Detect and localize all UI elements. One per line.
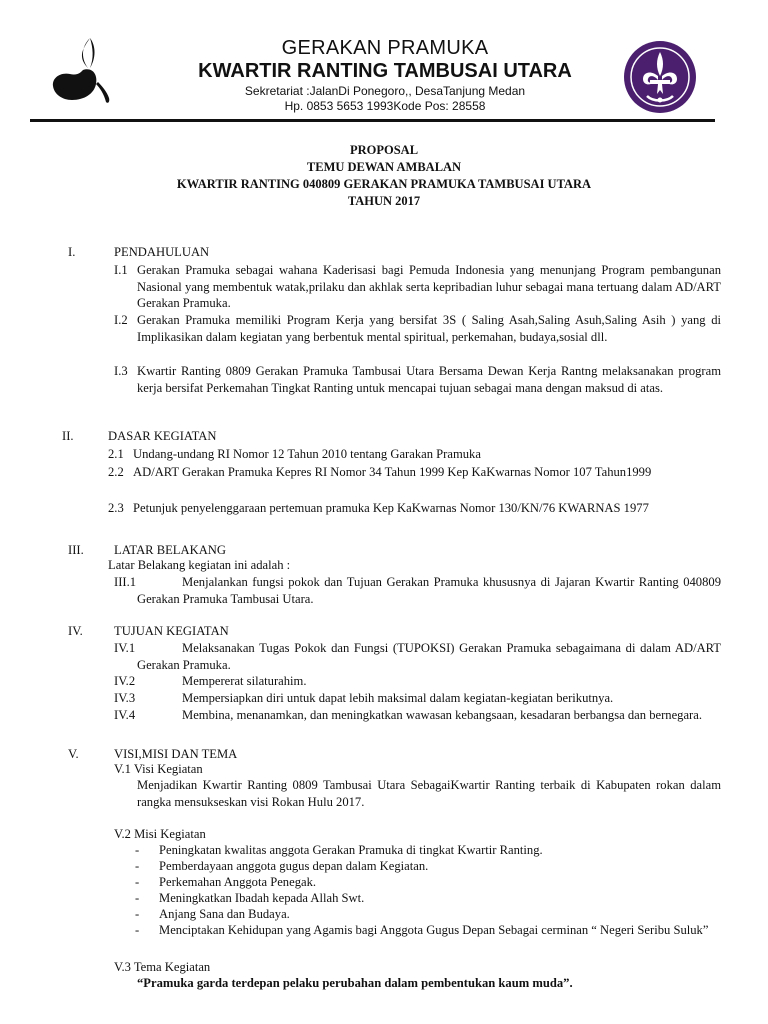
list-item — [0, 707, 768, 740]
section-number: I. — [68, 245, 76, 259]
letterhead-text — [140, 36, 630, 113]
item-label: IV.4 — [114, 708, 136, 722]
list-dash: - — [135, 875, 140, 889]
section-number: II. — [62, 429, 74, 443]
item-text: Undang-undang RI Nomor 12 Tahun 2010 tentang Garakan Pramuka — [133, 447, 481, 461]
item-text: Pemberdayaan anggota gugus depan dalam Kegiatan. — [159, 859, 429, 873]
org-name: GERAKAN PRAMUKA — [281, 37, 489, 59]
list-item — [0, 446, 768, 462]
section-pendahuluan — [0, 244, 768, 414]
list-dash: - — [135, 891, 140, 905]
item-text: Petunjuk penyelenggaraan pertemuan pramuka Kep KaKwarnas Nomor 130/KN/76 KWARNAS 1977 — [133, 501, 649, 515]
item-label: I.3 — [114, 364, 128, 378]
list-item — [0, 500, 768, 534]
list-item — [0, 312, 768, 363]
item-text: Gerakan Pramuka sebagai wahana Kaderisasi bagi Pemuda Indonesia yang menunjang Program pembangunan Nasional yang membentuk watak,prilaku dan akhlak serta kepribadian luhur sebagai mana tertuang dalam AD/ART Gerakan Pramuka. — [137, 263, 721, 310]
item-label: 2.3 — [108, 501, 124, 515]
section-title: LATAR BELAKANG — [114, 543, 226, 557]
item-text: Melaksanakan Tugas Pokok dan Fungsi (TUPOKSI) Gerakan Pramuka sebagaimana di dalam AD/ART Gerakan Pramuka. — [137, 641, 721, 672]
secretariat-address: Sekretariat :JalanDi Ponegoro,, DesaTanjung Medan — [244, 84, 526, 98]
tema-label: V.3 Tema Kegiatan — [114, 960, 211, 974]
item-text: Mempersiapkan diri untuk dapat lebih maksimal dalam kegiatan-kegiatan berikutnya. — [182, 691, 614, 705]
item-label: 2.1 — [108, 447, 124, 461]
misi-list — [0, 842, 768, 956]
section-number: V. — [68, 747, 79, 761]
list-item — [0, 363, 768, 413]
section-title: PENDAHULUAN — [114, 245, 210, 259]
section-tujuan-kegiatan — [0, 623, 768, 741]
item-text: Mempererat silaturahim. — [182, 674, 307, 688]
section-dasar-kegiatan — [0, 428, 768, 554]
visi-label: V.1 Visi Kegiatan — [114, 762, 203, 776]
list-item — [0, 262, 768, 312]
list-item — [0, 906, 768, 922]
title-line-3: KWARTIR RANTING 040809 GERAKAN PRAMUKA TAMBUSAI UTARA — [176, 177, 592, 191]
tunas-kelapa-logo-icon — [50, 34, 112, 106]
item-text: Anjang Sana dan Budaya. — [159, 907, 290, 921]
item-text: Perkemahan Anggota Penegak. — [159, 875, 317, 889]
unit-name: KWARTIR RANTING TAMBUSAI UTARA — [198, 60, 572, 82]
pramuka-badge-icon — [623, 40, 697, 114]
list-item — [0, 640, 768, 673]
item-label: IV.2 — [114, 674, 136, 688]
proposal-title — [0, 142, 768, 210]
section-number: IV. — [68, 624, 83, 638]
title-line-2: TEMU DEWAN AMBALAN — [306, 160, 462, 174]
visi-text: Menjadikan Kwartir Ranting 0809 Tambusai Utara SebagaiKwartir Ranting terbaik di Kabupaten rokan dalam rangka mensukseskan visi Rokan Hulu 2017. — [137, 778, 721, 809]
list-item — [0, 690, 768, 707]
list-item — [0, 464, 768, 500]
item-label: IV.1 — [114, 641, 136, 655]
section-number: III. — [68, 543, 84, 557]
list-item — [0, 890, 768, 906]
item-text: Kwartir Ranting 0809 Gerakan Pramuka Tambusai Utara Bersama Dewan Kerja Rantng melaksanakan program kerja bersifat Perkemahan Tingkat Ranting untuk mencapai tujuan sebagai mana dengan maksud di atas. — [137, 364, 721, 395]
title-line-1: PROPOSAL — [349, 143, 419, 157]
list-item — [0, 574, 768, 607]
section-title: TUJUAN KEGIATAN — [114, 624, 229, 638]
item-text: Menjalankan fungsi pokok dan Tujuan Gerakan Pramuka khususnya di Jajaran Kwartir Ranting 040809 Gerakan Pramuka Tambusai Utara. — [137, 575, 721, 606]
section-latar-belakang — [0, 542, 768, 610]
item-label: 2.2 — [108, 465, 124, 479]
list-dash: - — [135, 859, 140, 873]
misi-label: V.2 Misi Kegiatan — [114, 827, 206, 841]
item-text: Gerakan Pramuka memiliki Program Kerja yang bersifat 3S ( Saling Asah,Saling Asuh,Saling Asih ) yang di Implikasikan dalam kegiatan yang berbentuk mental spiritual, perkemahan, budaya,sosial dll. — [137, 313, 721, 344]
item-text: AD/ART Gerakan Pramuka Kepres RI Nomor 34 Tahun 1999 Kep KaKwarnas Nomor 107 Tahun1999 — [133, 465, 652, 479]
list-item — [0, 673, 768, 690]
list-dash: - — [135, 923, 140, 937]
list-item — [0, 922, 768, 956]
section-visi-misi-tema — [0, 746, 768, 990]
item-label: III.1 — [114, 575, 137, 589]
item-text: Peningkatan kwalitas anggota Gerakan Pramuka di tingkat Kwartir Ranting. — [159, 843, 543, 857]
item-label: IV.3 — [114, 691, 136, 705]
letterhead — [0, 0, 768, 130]
list-item — [0, 874, 768, 890]
item-text: Meningkatkan Ibadah kepada Allah Swt. — [159, 891, 365, 905]
list-dash: - — [135, 843, 140, 857]
list-item — [0, 858, 768, 874]
item-text: Menciptakan Kehidupan yang Agamis bagi Anggota Gugus Depan Sebagai cerminan “ Negeri Seribu Suluk” — [159, 923, 709, 937]
item-text: Membina, menanamkan, dan meningkatkan wawasan kebangsaan, kesadaran berbangsa dan bernegara. — [182, 708, 702, 722]
list-dash: - — [135, 907, 140, 921]
section-title: VISI,MISI DAN TEMA — [114, 747, 238, 761]
letterhead-divider — [30, 119, 715, 122]
section-title: DASAR KEGIATAN — [108, 429, 217, 443]
item-label: I.1 — [114, 263, 128, 277]
list-item — [0, 842, 768, 858]
tema-text: “Pramuka garda terdepan pelaku perubahan dalam pembentukan kaum muda”. — [137, 976, 573, 990]
proposal-body — [0, 244, 768, 990]
contact-info: Hp. 0853 5653 1993Kode Pos: 28558 — [284, 99, 486, 113]
title-line-4: TAHUN 2017 — [347, 194, 421, 208]
section-intro: Latar Belakang kegiatan ini adalah : — [108, 558, 291, 572]
item-label: I.2 — [114, 313, 128, 327]
